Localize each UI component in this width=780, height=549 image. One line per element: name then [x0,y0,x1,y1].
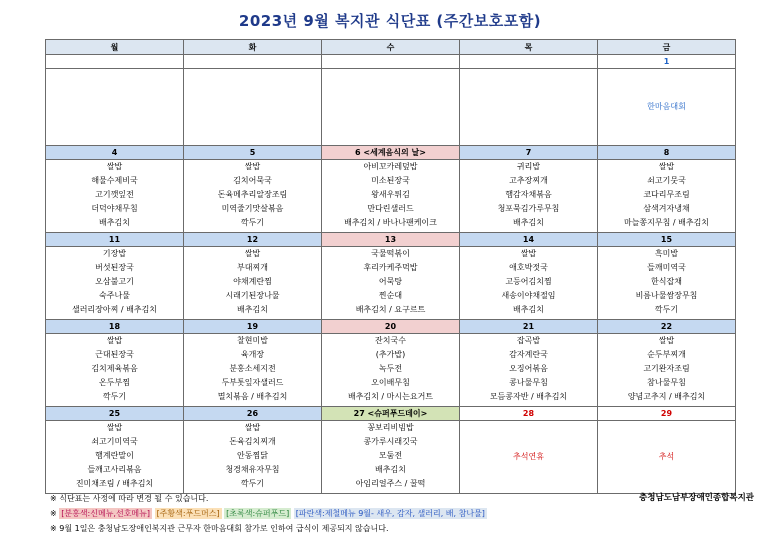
menu-cell [460,247,598,320]
menu-item: 깍두기 [240,479,265,488]
menu-row [46,69,736,146]
menu-cell [322,334,460,407]
weekday-header-row [46,40,736,55]
menu-item: 비름나물쌈장무침 [635,291,698,300]
menu-item: 어묵탕 [378,277,403,286]
menu-item: 안동찜닭 [237,451,268,460]
menu-item: 근대된장국 [95,350,134,359]
menu-item: 아비꼬카레덮밥 [363,162,418,171]
menu-item: 깍두기 [240,218,265,227]
date-cell: 7 [460,146,598,160]
menu-item: 새송이야채절임 [501,291,556,300]
date-cell-special: 13 [322,233,460,247]
menu-item: 삼색겨자냉채 [643,204,690,213]
menu-item: 쌀밥 [658,336,675,345]
menu-item: 돈육메추리알장조림 [217,190,288,199]
menu-item: 들깨고사리볶음 [87,465,142,474]
menu-item: 배추김치 / 마시는요거트 [347,392,434,401]
menu-item: 고기완자조림 [643,364,690,373]
date-cell [460,55,598,69]
menu-item: 배추김치 [513,305,544,314]
date-cell: 25 [46,407,184,421]
date-cell: 18 [46,320,184,334]
menu-item: 잔치국수 [375,336,406,345]
menu-item: 들깨미역국 [647,263,686,272]
date-cell-special: 20 [322,320,460,334]
menu-item: 쇠고기미역국 [91,437,138,446]
menu-item: 찰현미밥 [237,336,268,345]
menu-cell [460,69,598,146]
menu-item: 배추김치 [513,218,544,227]
menu-item: 고기깻잎전 [95,190,134,199]
menu-item: 멸치볶음 / 배추김치 [217,392,288,401]
weekday-thu: 목 [460,40,598,55]
menu-cell [598,421,736,494]
menu-cell [598,69,736,146]
menu-cell [322,69,460,146]
menu-cell [598,160,736,233]
menu-cell [460,421,598,494]
menu-row [46,160,736,233]
date-cell: 21 [460,320,598,334]
menu-cell [184,160,322,233]
menu-cell [322,247,460,320]
date-cell: 14 [460,233,598,247]
menu-item: 모듬콩자반 / 배추김치 [489,392,568,401]
legend-green: [초록색:슈퍼푸드] [226,509,290,518]
date-cell: 22 [598,320,736,334]
note-change: ※ 식단표는 사정에 따라 변경 될 수 있습니다. [50,494,209,503]
legend-blue: [파란색:제철메뉴 9월- 새우, 감자, 샐러리, 배, 참나물] [295,509,485,518]
weekday-fri: 금 [598,40,736,55]
menu-item: 귀리밥 [516,162,541,171]
menu-item: 국물떡볶이 [371,249,410,258]
menu-cell [46,334,184,407]
menu-item: 깍두기 [654,305,679,314]
menu-item: 쌀밥 [106,162,123,171]
color-legend [50,506,770,521]
menu-row [46,247,736,320]
menu-row [46,334,736,407]
date-row [46,407,736,421]
organization-name: 충청남도남부장애인종합복지관 [639,493,754,503]
date-cell: 8 [598,146,736,160]
menu-item: 배추김치 / 바나나팬케이크 [344,218,437,227]
menu-cell [460,334,598,407]
date-row [46,320,736,334]
date-cell: 19 [184,320,322,334]
menu-item: 순두부찌개 [647,350,686,359]
menu-item: 후리카케주먹밥 [363,263,418,272]
menu-item: 오이배무침 [371,378,410,387]
menu-item: 숙주나물 [99,291,130,300]
date-cell: 15 [598,233,736,247]
weekday-tue: 화 [184,40,322,55]
menu-item: 오징어볶음 [509,364,548,373]
menu-item: 두부톳잎자샐러드 [221,378,284,387]
menu-item: 고추장찌개 [509,176,548,185]
menu-item: 콩가루시래깃국 [363,437,418,446]
date-row [46,146,736,160]
menu-item: 오삼불고기 [95,277,134,286]
menu-item: 감자계란국 [509,350,548,359]
menu-item: 찐순대 [378,291,403,300]
menu-item: 흑미밥 [654,249,679,258]
menu-item: 한마음대회 [647,102,686,111]
menu-item: 아임리얼주스 / 꿀떡 [355,479,426,488]
menu-item: 버섯된장국 [95,263,134,272]
menu-item: 미역줄기맛살볶음 [221,204,284,213]
menu-item: 햄계란말이 [95,451,134,460]
date-cell: 1 [598,55,736,69]
menu-item: 쌀밥 [520,249,537,258]
menu-item: 부대찌개 [237,263,268,272]
menu-item: 청경채유자무침 [225,465,280,474]
date-row [46,233,736,247]
menu-item: 청포묵김가루무침 [497,204,560,213]
menu-item: 배추김치 [99,218,130,227]
menu-item: 쌀밥 [106,336,123,345]
menu-item: 배추김치 [375,465,406,474]
legend-bullet: ※ [50,509,57,518]
date-cell: 11 [46,233,184,247]
menu-item: 잡곡밥 [516,336,541,345]
menu-item: 쌀밥 [244,249,261,258]
menu-item: 미소된장국 [371,176,410,185]
menu-item: 진미채조림 / 배추김치 [75,479,154,488]
menu-item: 참나물무침 [647,378,686,387]
menu-item: 해물수제비국 [91,176,138,185]
menu-item: 햄감자채볶음 [505,190,552,199]
menu-item: 모둠전 [378,451,403,460]
menu-item: 분홍소세지전 [229,364,276,373]
menu-item: 마늘쫑지무침 / 배추김치 [623,218,710,227]
menu-row [46,421,736,494]
menu-cell [322,160,460,233]
menu-item: 콩나물무침 [509,378,548,387]
menu-item: 배추김치 / 요구르트 [355,305,426,314]
menu-item: 만다린샐러드 [367,204,414,213]
menu-item: 야채계란찜 [233,277,272,286]
menu-item: 한식잡채 [651,277,682,286]
legend-orange: [주황색:푸드머스] [156,509,220,518]
menu-cell [598,247,736,320]
menu-item: 녹두전 [378,364,403,373]
menu-cell [460,160,598,233]
menu-cell [322,421,460,494]
menu-cell [46,69,184,146]
menu-item: 쌀밥 [658,162,675,171]
menu-table [45,39,736,494]
menu-item: 배추김치 [237,305,268,314]
menu-item: 쌀밥 [244,162,261,171]
menu-item: 깍두기 [102,392,127,401]
menu-item: 김치어묵국 [233,176,272,185]
menu-item: 기장밥 [102,249,127,258]
weekday-mon: 월 [46,40,184,55]
menu-item: 양념고추지 / 배추김치 [627,392,706,401]
menu-item: 왕새우튀김 [371,190,410,199]
holiday-label: 추석 [658,452,675,461]
menu-item: 애호박젓국 [509,263,548,272]
legend-pink: [분홍색:신메뉴,선호메뉴] [61,509,151,518]
menu-item: 쇠고기뭇국 [647,176,686,185]
date-cell-holiday: 28 [460,407,598,421]
menu-cell [46,247,184,320]
menu-item: 꽁보리비빔밥 [367,423,414,432]
menu-cell [184,421,322,494]
date-cell-special: 6 <세계음식의 날> [322,146,460,160]
date-cell: 5 [184,146,322,160]
date-cell-holiday: 29 [598,407,736,421]
date-cell [322,55,460,69]
date-row [46,55,736,69]
menu-item: 코다리무조림 [643,190,690,199]
page-title: 2023년 9월 복지관 식단표 (주간보호포함) [238,12,542,30]
menu-item: 온두부찜 [99,378,130,387]
menu-item: 고등어김치찜 [505,277,552,286]
menu-item: 시래기된장나물 [225,291,280,300]
menu-cell [184,334,322,407]
menu-item: 돈육김치찌개 [229,437,276,446]
date-cell [46,55,184,69]
menu-item: (추가밥) [375,350,406,359]
menu-item: 육개장 [240,350,265,359]
date-cell: 4 [46,146,184,160]
holiday-label: 추석연휴 [513,452,544,461]
date-cell: 12 [184,233,322,247]
date-cell [184,55,322,69]
menu-item: 쌀밥 [106,423,123,432]
menu-item: 김치제육볶음 [91,364,138,373]
menu-item: 쌀밥 [244,423,261,432]
menu-item: 더덕야채무침 [91,204,138,213]
menu-cell [184,247,322,320]
weekday-wed: 수 [322,40,460,55]
menu-cell [46,421,184,494]
date-cell-superfood: 27 <슈퍼푸드데이> [322,407,460,421]
menu-cell [184,69,322,146]
menu-cell [598,334,736,407]
menu-cell [46,160,184,233]
date-cell: 26 [184,407,322,421]
note-no-meal: ※ 9월 1일은 충청남도장애인복지관 근무자 한마음대회 참가로 인하여 급식이 제공되지 않습니다. [50,524,389,533]
menu-item: 샐러리장아찌 / 배추김치 [71,305,158,314]
